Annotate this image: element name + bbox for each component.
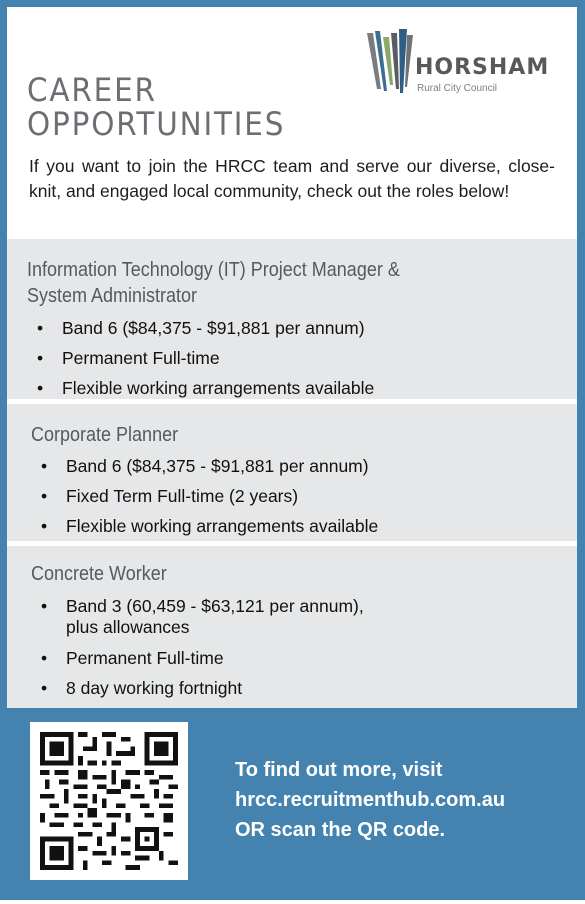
list-item: • Flexible working arrangements available	[27, 373, 374, 403]
list-item: • Band 6 ($84,375 - $91,881 per annum)	[31, 451, 378, 481]
job-title: Concrete Worker	[31, 563, 167, 585]
list-item: • Fixed Term Full-time (2 years)	[31, 481, 378, 511]
job-title: Corporate Planner	[31, 424, 179, 446]
job-title	[27, 257, 400, 309]
job-section-corporate-planner	[7, 404, 577, 541]
job-title-line-2: System Administrator	[27, 285, 198, 307]
page-title	[27, 73, 285, 141]
list-item: • Permanent Full-time	[31, 643, 364, 673]
call-to-action	[235, 755, 505, 845]
council-logo	[363, 27, 563, 97]
logo-subtitle: Rural City Council	[417, 83, 498, 94]
intro-text: If you want to join the HRCC team and serve our diverse, close-knit, and engaged local community, check out the roles below!	[29, 156, 555, 201]
job-section-concrete-worker	[7, 546, 577, 708]
title-line-1: CAREER	[27, 71, 157, 109]
job-details-list	[31, 451, 378, 541]
list-item: • Flexible working arrangements available	[31, 511, 378, 541]
job-details-list	[31, 591, 364, 703]
horsham-logo-mark-icon	[363, 27, 415, 97]
qr-code-card[interactable]	[30, 722, 188, 880]
qr-code-icon[interactable]	[40, 732, 178, 870]
logo-wordmark: HORSHAM	[415, 55, 550, 80]
job-details-list	[27, 313, 374, 403]
list-item	[31, 591, 364, 643]
list-item: • Permanent Full-time	[27, 343, 374, 373]
cta-line-1: To find out more, visit	[235, 759, 443, 781]
title-line-2: OPPORTUNITIES	[27, 105, 286, 143]
list-item: • 8 day working fortnight	[31, 673, 364, 703]
job-title-line-1: Information Technology (IT) Project Manager &	[27, 259, 400, 281]
content-panel	[7, 7, 577, 708]
job-section-it-manager	[7, 239, 577, 399]
recruitment-link[interactable]: hrcc.recruitmenthub.com.au	[235, 789, 506, 811]
list-item: • Band 6 ($84,375 - $91,881 per annum)	[27, 313, 374, 343]
list-item-line-2: plus allowances	[66, 617, 190, 637]
header	[7, 7, 577, 239]
cta-line-3: OR scan the QR code.	[235, 819, 446, 841]
list-item-line-1: Band 3 (60,459 - $63,121 per annum),	[66, 596, 364, 616]
